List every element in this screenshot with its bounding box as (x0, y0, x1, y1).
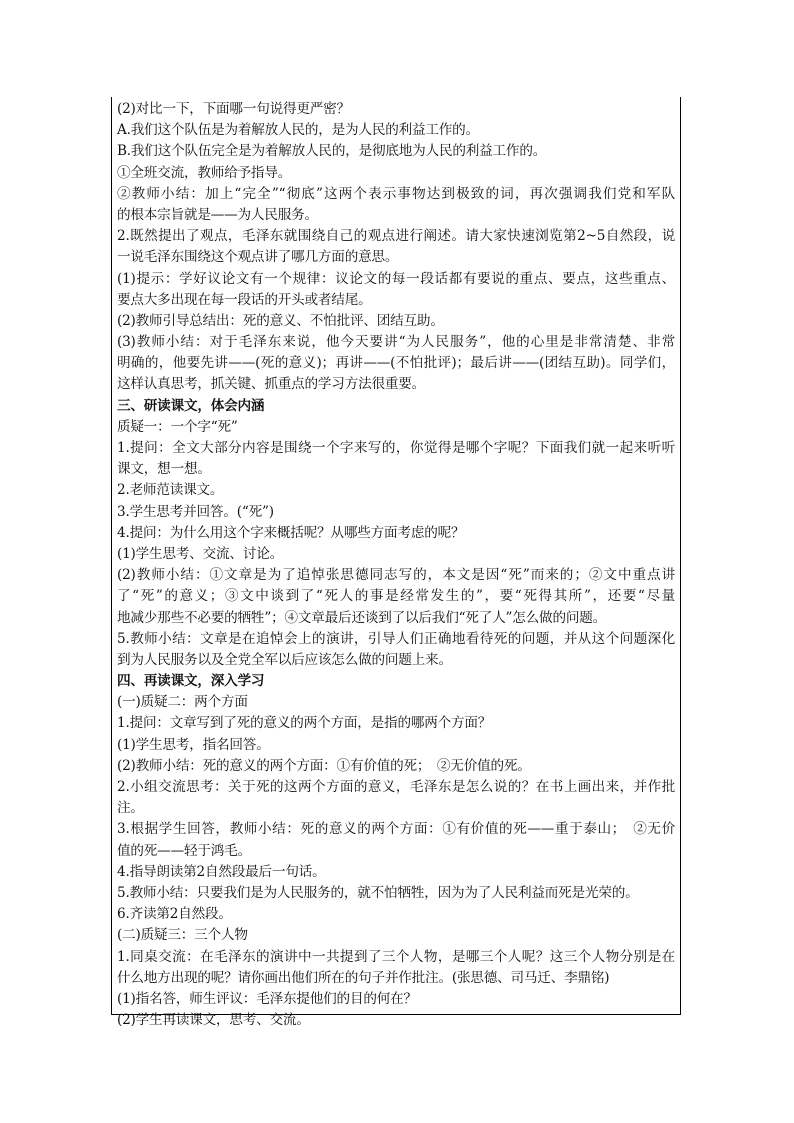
text-line: 1.同桌交流：在毛泽东的演讲中一共提到了三个人物，是哪三个人呢？这三个人物分别是在 (117, 948, 675, 965)
text-line: 明确的，他要先讲——(死的意义)；再讲——(不怕批评)；最后讲——(团结互助)。同学们， (117, 355, 675, 372)
section-heading: 三、研读课文，体会内涵 (117, 397, 265, 414)
text-line: (2)对比一下，下面哪一句说得更严密？ (117, 101, 350, 117)
text-line: (3)教师小结：对于毛泽东来说，他今天要讲“为人民服务”，他的心里是非常清楚、非常 (117, 334, 675, 351)
text-line: ②教师小结：加上“完全”“彻底”这两个表示事物达到极致的词，再次强调我们党和军队 (117, 185, 675, 202)
text-line: 5.教师小结：只要我们是为人民服务的，就不怕牺牲，因为为了人民利益而死是光荣的。 (117, 884, 639, 901)
text-line: (1)指名答，师生评议：毛泽东提他们的目的何在？ (117, 990, 417, 1007)
text-line: (二)质疑三：三个人物 (117, 927, 248, 944)
text-line: 一说毛泽东围绕这个观点讲了哪几方面的意思。 (117, 249, 399, 266)
section-heading: 四、再读课文，深入学习 (117, 673, 265, 690)
text-line: 要点大多出现在每一段话的开头或者结尾。 (117, 291, 372, 308)
text-line: 质疑一：一个字“死” (117, 418, 238, 435)
text-line: (2)教师小结：①文章是为了追悼张思德同志写的，本文是因“死”而来的；②文中重点讲 (117, 567, 675, 584)
text-line: ①全班交流，教师给予指导。 (117, 164, 292, 181)
text-line: 2.既然提出了观点，毛泽东就围绕自己的观点进行阐述。请大家快速浏览第2~5自然段，说 (117, 228, 675, 245)
text-line: 了“死”的意义；③文中谈到了“死人的事是经常发生的”，要“死得其所”，还要“尽量 (117, 588, 675, 605)
text-line: 3.学生思考并回答。(“死”) (117, 503, 274, 520)
text-line: 课文，想一想。 (117, 461, 211, 478)
text-line: 1.提问：全文大部分内容是围绕一个字来写的，你觉得是哪个字呢？下面我们就一起来听听 (117, 440, 675, 456)
text-line: (2)教师引导总结出：死的意义、不怕批评、团结互助。 (117, 312, 444, 329)
text-line: 4.提问：为什么用这个字来概括呢？从哪些方面考虑的呢？ (117, 524, 465, 541)
text-line: 4.指导朗读第2自然段最后一句话。 (117, 863, 326, 880)
text-line: 地减少那些不必要的牺牲”；④文章最后还谈到了以后我们“死了人”怎么做的问题。 (117, 609, 607, 626)
text-line: 值的死——轻于鸿毛。 (117, 842, 251, 859)
lesson-plan-text (117, 99, 675, 1031)
text-line: 注。 (117, 800, 144, 817)
text-line: 1.提问：文章写到了死的意义的两个方面，是指的哪两个方面？ (117, 715, 492, 732)
text-line: (一)质疑二：两个方面 (117, 694, 248, 711)
text-line: 2.小组交流思考：关于死的这两个方面的意义，毛泽东是怎么说的？在书上画出来，并作批 (117, 779, 675, 795)
text-line: 6.齐读第2自然段。 (117, 906, 232, 923)
text-line: (1)提示：学好议论文有一个规律：议论文的每一段话都有要说的重点、要点，这些重点、 (117, 270, 675, 287)
text-line: A.我们这个队伍是为着解放人民的，是为人民的利益工作的。 (117, 122, 479, 139)
text-line: (2)教师小结：死的意义的两个方面：①有价值的死； ②无价值的死。 (117, 757, 531, 774)
text-line: (1)学生思考，指名回答。 (117, 736, 270, 753)
text-line: 5.教师小结：文章是在追悼会上的演讲，引导人们正确地看待死的问题，并从这个问题深化 (117, 630, 675, 647)
text-line: 什么地方出现的呢？请你画出他们所在的句子并作批注。(张思德、司马迁、李鼎铭) (117, 969, 610, 986)
text-line: 这样认真思考，抓关键、抓重点的学习方法很重要。 (117, 376, 426, 393)
text-line: (1)学生思考、交流、讨论。 (117, 545, 283, 562)
text-line: 的根本宗旨就是——为人民服务。 (117, 206, 318, 223)
text-line: B.我们这个队伍完全是为着解放人民的，是彻底地为人民的利益工作的。 (117, 143, 547, 160)
text-line: 3.根据学生回答，教师小结：死的意义的两个方面：①有价值的死——重于泰山； ②无价 (117, 821, 675, 838)
text-line: 到为人民服务以及全党全军以后应该怎么做的问题上来。 (117, 651, 452, 668)
text-line: 2.老师范读课文。 (117, 482, 224, 499)
text-line: (2)学生再读课文，思考、交流。 (117, 1012, 310, 1029)
